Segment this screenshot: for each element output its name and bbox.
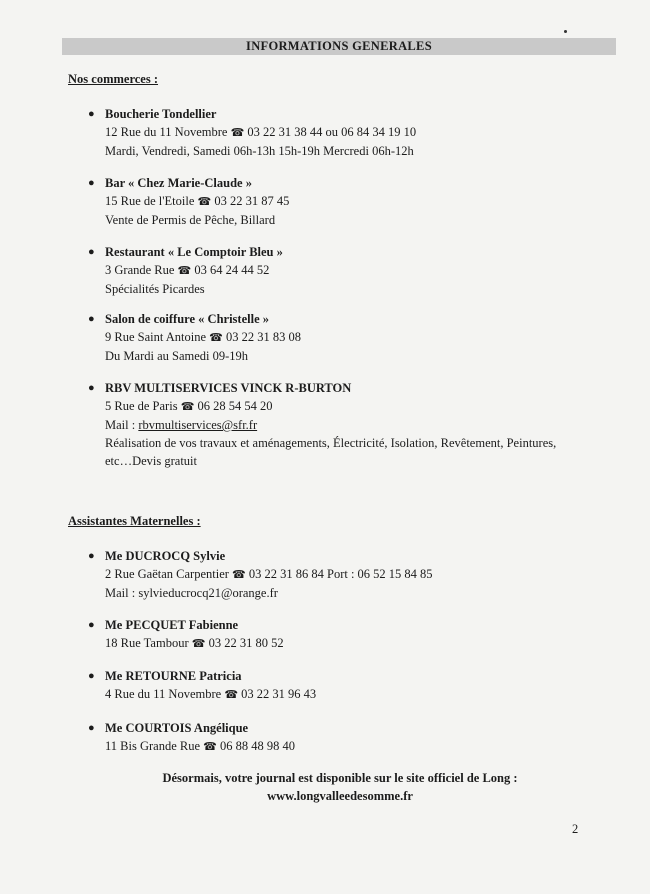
website-link[interactable]: www.longvalleedesomme.fr xyxy=(267,789,413,803)
page-number: 2 xyxy=(572,822,579,836)
shop-phone: 03 64 24 44 52 xyxy=(194,263,270,277)
person-name: Me PECQUET Fabienne xyxy=(105,618,239,632)
speck-mark xyxy=(564,30,567,33)
page-title: INFORMATIONS GENERALES xyxy=(62,38,616,55)
person-address-line xyxy=(105,565,588,584)
shop-address: 3 Grande Rue xyxy=(105,263,175,277)
footer-text: Désormais, votre journal est disponible sur le site officiel de Long : xyxy=(162,771,518,785)
telephone-icon: ☎ xyxy=(232,569,246,581)
shop-phone: 06 28 54 54 20 xyxy=(197,399,273,413)
list-item xyxy=(88,667,588,704)
shop-name: Restaurant « Le Comptoir Bleu » xyxy=(105,245,283,259)
list-item xyxy=(88,547,588,602)
person-phone: 06 88 48 98 40 xyxy=(219,739,295,753)
shop-address-line xyxy=(105,123,588,142)
telephone-icon: ☎ xyxy=(230,127,245,139)
shop-phone: 03 22 31 83 08 xyxy=(226,330,301,344)
mail-label: Mail : xyxy=(105,418,136,432)
bullet-icon: ● xyxy=(88,108,95,120)
person-address: 2 Rue Gaëtan Carpentier xyxy=(105,567,229,581)
list-item xyxy=(88,310,588,365)
shop-name: Boucherie Tondellier xyxy=(105,107,217,121)
shop-hours: Mardi, Vendredi, Samedi 06h-13h 15h-19h Mercredi 06h-12h xyxy=(105,144,414,158)
shop-details: Vente de Permis de Pêche, Billard xyxy=(105,213,276,227)
person-mail: Mail : sylvieducrocq21@orange.fr xyxy=(105,586,278,600)
telephone-icon: ☎ xyxy=(203,741,217,753)
shop-name: RBV MULTISERVICES VINCK R-BURTON xyxy=(105,381,352,395)
person-address: 11 Bis Grande Rue xyxy=(105,739,201,753)
section-title-assistantes: Assistantes Maternelles : xyxy=(68,514,201,528)
bullet-icon: ● xyxy=(88,550,95,562)
shop-address-line xyxy=(105,261,588,280)
list-item xyxy=(88,174,588,229)
shop-address: 5 Rue de Paris xyxy=(105,399,178,413)
list-item xyxy=(88,243,588,298)
shop-address-line xyxy=(105,192,588,211)
person-phone: 03 22 31 86 84 Port : 06 52 15 84 85 xyxy=(248,567,433,581)
person-address-line xyxy=(105,685,588,704)
person-address: 4 Rue du 11 Novembre xyxy=(105,687,222,701)
person-address: 18 Rue Tambour xyxy=(105,636,189,650)
bullet-icon: ● xyxy=(88,722,95,734)
shop-address: 9 Rue Saint Antoine xyxy=(105,330,207,344)
email-link[interactable]: rbvmultiservices@sfr.fr xyxy=(138,418,258,432)
shop-details: Réalisation de vos travaux et aménagements, Électricité, Isolation, Revêtement, Peintures, etc…Devis gratuit xyxy=(105,436,557,468)
shop-phone: 03 22 31 87 45 xyxy=(214,194,290,208)
shop-phone: 03 22 31 38 44 ou 06 84 34 19 10 xyxy=(247,125,417,139)
list-item xyxy=(88,719,588,756)
bullet-icon: ● xyxy=(88,246,95,258)
telephone-icon: ☎ xyxy=(177,265,192,277)
shop-address: 15 Rue de l'Etoile xyxy=(105,194,195,208)
shop-mail-line xyxy=(105,416,588,434)
bullet-icon: ● xyxy=(88,670,95,682)
person-phone: 03 22 31 80 52 xyxy=(208,636,284,650)
shop-name: Salon de coiffure « Christelle » xyxy=(105,312,269,326)
shop-address-line xyxy=(105,397,588,416)
shop-name: Bar « Chez Marie-Claude » xyxy=(105,176,252,190)
shop-address-line xyxy=(105,328,588,347)
shop-details: Spécialités Picardes xyxy=(105,282,205,296)
footer-notice xyxy=(60,769,620,805)
shop-hours: Du Mardi au Samedi 09-19h xyxy=(105,349,249,363)
telephone-icon: ☎ xyxy=(191,638,206,650)
person-address-line xyxy=(105,634,588,653)
telephone-icon: ☎ xyxy=(224,689,239,701)
list-item xyxy=(88,105,588,160)
list-item xyxy=(88,379,588,470)
telephone-icon: ☎ xyxy=(180,401,195,413)
person-name: Me RETOURNE Patricia xyxy=(105,669,242,683)
list-item xyxy=(88,616,588,653)
telephone-icon: ☎ xyxy=(209,332,223,344)
telephone-icon: ☎ xyxy=(197,196,212,208)
person-name: Me DUCROCQ Sylvie xyxy=(105,549,226,563)
bullet-icon: ● xyxy=(88,619,95,631)
bullet-icon: ● xyxy=(88,313,95,325)
person-phone: 03 22 31 96 43 xyxy=(241,687,317,701)
bullet-icon: ● xyxy=(88,177,95,189)
shop-address: 12 Rue du 11 Novembre xyxy=(105,125,228,139)
bullet-icon: ● xyxy=(88,382,95,394)
section-title-commerces: Nos commerces : xyxy=(68,72,159,86)
person-address-line xyxy=(105,737,588,756)
person-name: Me COURTOIS Angélique xyxy=(105,721,249,735)
